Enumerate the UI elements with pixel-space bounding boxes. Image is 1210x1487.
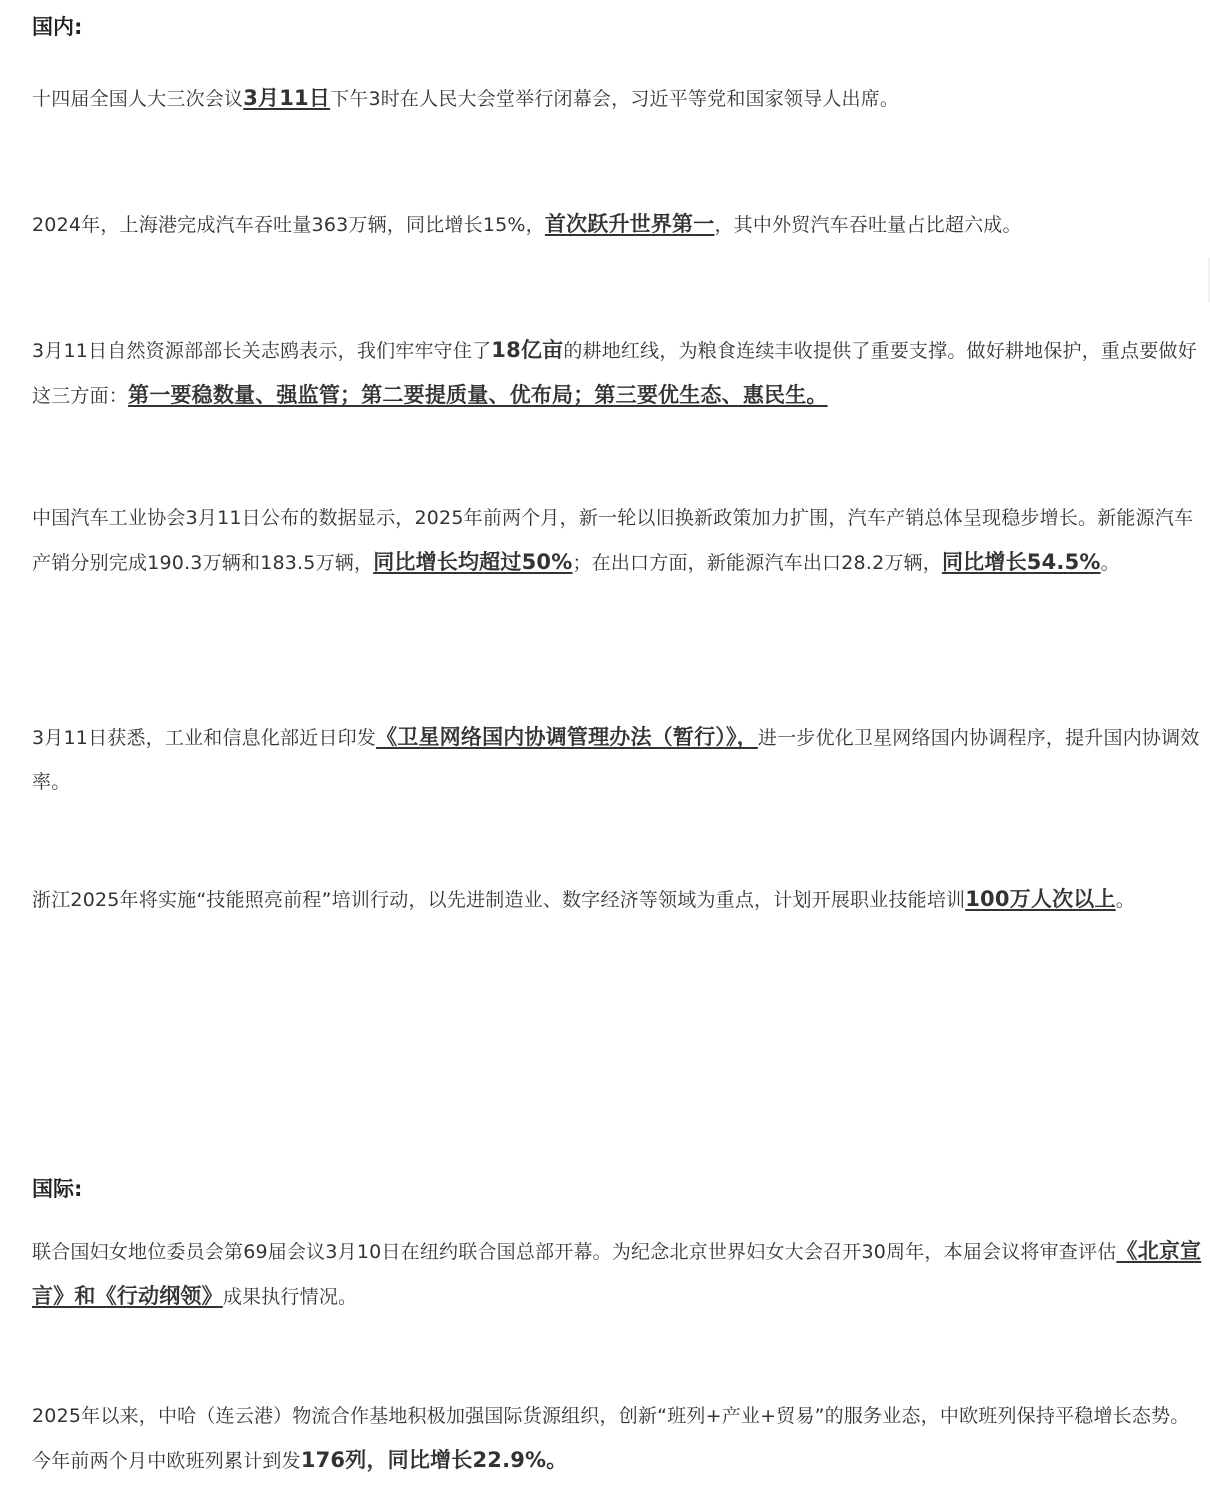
text: 联合国妇女地位委员会第69届会议3月10日在纽约联合国总部开幕。为纪念北京世界妇女大会召开30周年，本届会议将审查评估 xyxy=(32,1241,1117,1263)
section-heading-international: 国际: xyxy=(32,1177,83,1201)
news-item-satellite xyxy=(32,715,1204,804)
highlight-growth-54: 同比增长54.5% xyxy=(941,550,1101,574)
news-item-npc-closing xyxy=(32,76,1204,121)
text: 2025年以来，中哈（连云港）物流合作基地积极加强国际货源组织，创新“班列+产业+贸易”的服务业态，中欧班列保持平稳增长态势。今年前两个月中欧班列累计到发 xyxy=(32,1405,1190,1472)
text: 进一步优化卫星网络国内协调程序，提升国内协调效率。 xyxy=(32,727,1200,793)
bold-farmland-area: 18亿亩 xyxy=(491,338,564,362)
highlight-date: 3月11日 xyxy=(243,86,331,110)
text: 3月11日获悉，工业和信息化部近日印发 xyxy=(32,727,377,749)
text: 浙江2025年将实施“技能照亮前程”培训行动，以先进制造业、数字经济等领域为重点，计划开展职业技能培训 xyxy=(32,889,966,911)
news-item-auto-industry xyxy=(32,496,1204,585)
highlight-beijing-declaration: 《北京宣言》和《行动纲领》 xyxy=(32,1239,1202,1308)
news-item-shanghai-port xyxy=(32,202,1204,247)
highlight-training-count: 100万人次以上 xyxy=(965,887,1116,911)
text: 中国汽车工业协会3月11日公布的数据显示，2025年前两个月，新一轮以旧换新政策加力扩围，汽车产销总体呈现稳步增长。新能源汽车产销分别完成190.3万辆和183.5万辆， xyxy=(32,507,1194,574)
text: ，其中外贸汽车吞吐量占比超六成。 xyxy=(714,214,1022,236)
text: ；在出口方面，新能源汽车出口28.2万辆， xyxy=(572,552,942,574)
news-item-zhejiang-training xyxy=(32,877,1204,922)
highlight-three-aspects: 第一要稳数量、强监管；第二要提质量、优布局；第三要优生态、惠民生。 xyxy=(128,383,828,407)
highlight-growth-50: 同比增长均超过50% xyxy=(373,550,573,574)
text: 。 xyxy=(1100,552,1120,574)
section-heading-domestic: 国内: xyxy=(32,15,83,39)
text: 的耕地红线，为粮食连续丰收提供了重要支撑。做好耕地保护，重点要做好这三方面： xyxy=(32,340,1197,407)
text: 成果执行情况。 xyxy=(222,1286,358,1308)
bold-train-stats: 176列，同比增长22.9%。 xyxy=(300,1448,568,1472)
news-item-un-women xyxy=(32,1229,1204,1319)
highlight-regulation-title: 《卫星网络国内协调管理办法（暂行）》， xyxy=(376,725,758,749)
news-item-china-europe-train xyxy=(32,1394,1204,1483)
text: 十四届全国人大三次会议 xyxy=(32,88,244,110)
text: 。 xyxy=(1115,889,1135,911)
text: 3月11日自然资源部部长关志鸥表示，我们牢牢守住了 xyxy=(32,340,492,362)
highlight-world-first: 首次跃升世界第一 xyxy=(544,212,715,236)
news-item-farmland xyxy=(32,328,1204,418)
text: 2024年，上海港完成汽车吞吐量363万辆，同比增长15%， xyxy=(32,214,545,236)
text: 下午3时在人民大会堂举行闭幕会，习近平等党和国家领导人出席。 xyxy=(330,88,900,110)
